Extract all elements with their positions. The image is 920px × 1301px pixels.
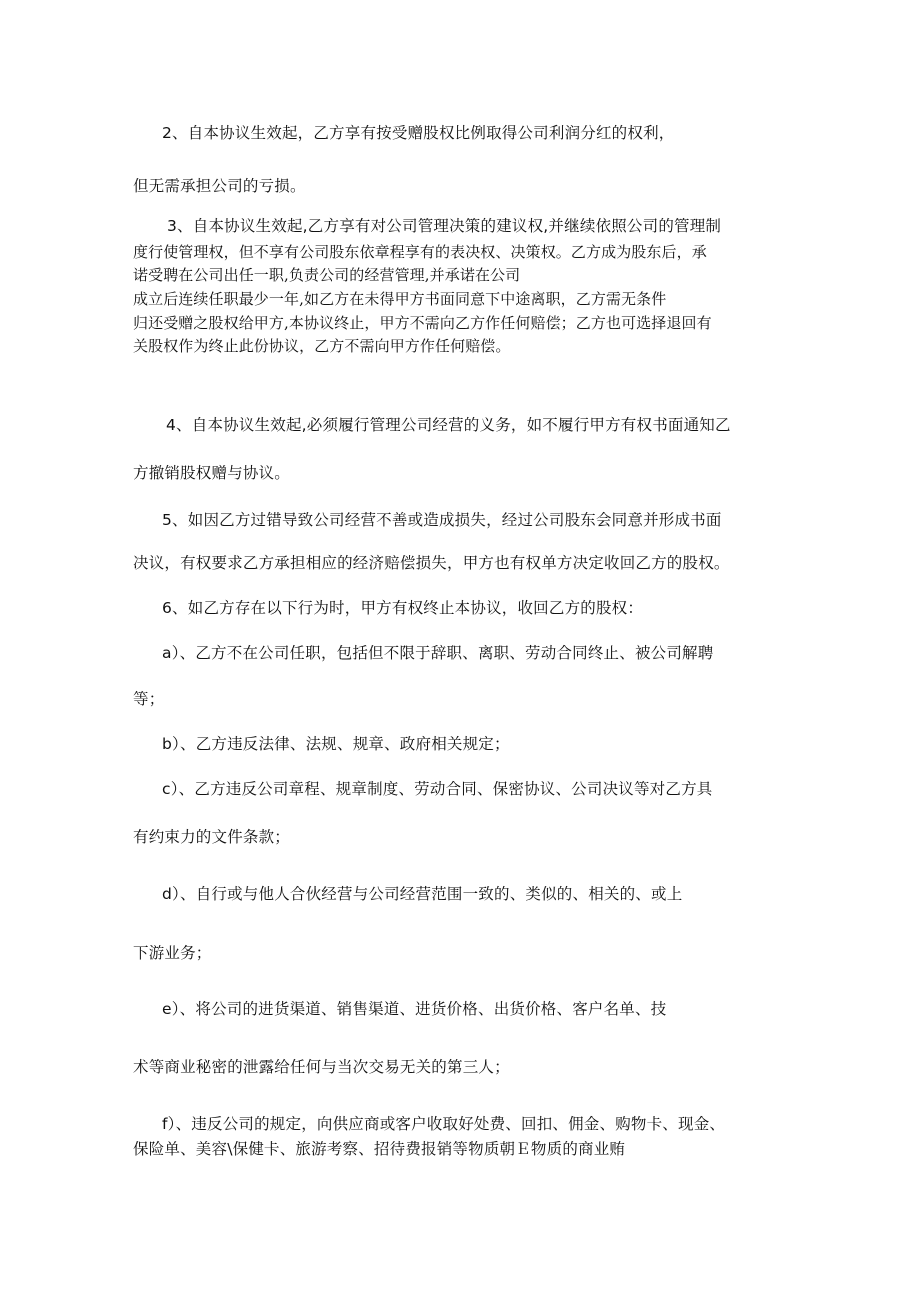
item-a-line-2: 等； bbox=[133, 690, 165, 708]
clause-4-line-2: 方撤销股权赠与协议。 bbox=[133, 464, 291, 482]
item-c-line-2: 有约束力的文件条款； bbox=[133, 828, 291, 846]
item-f-line-2: 保险单、美容\保健卡、旅游考察、招待费报销等物质朝Ｅ物质的商业贿 bbox=[133, 1140, 626, 1158]
clause-5-line-2: 决议，有权要求乙方承担相应的经济赔偿损失，甲方也有权单方决定收回乙方的股权。 bbox=[133, 554, 730, 572]
clause-4-line-1: 4、自本协议生效起,必须履行管理公司经营的义务，如不履行甲方有权书面通知乙 bbox=[166, 416, 731, 434]
clause-2-line-1: 2、自本协议生效起，乙方享有按受赠股权比例取得公司利润分红的权利， bbox=[162, 124, 675, 142]
clause-3-line-4: 成立后连续任职最少一年,如乙方在未得甲方书面同意下中途离职，乙方需无条件 bbox=[133, 290, 667, 308]
clause-3-line-1: 3、自本协议生效起,乙方享有对公司管理决策的建议权,并继续依照公司的管理制 bbox=[167, 217, 722, 235]
item-b: b）、乙方违反法律、法规、规章、政府相关规定； bbox=[162, 735, 510, 753]
clause-3-line-2: 度行使管理权，但不享有公司股东依章程享有的表决权、决策权。乙方成为股东后，承 bbox=[133, 243, 707, 261]
item-d-line-1: d）、自行或与他人合伙经营与公司经营范围一致的、类似的、相关的、或上 bbox=[162, 885, 683, 903]
item-d-line-2: 下游业务； bbox=[133, 944, 212, 962]
clause-3-line-6: 关股权作为终止此份协议，乙方不需向甲方作任何赔偿。 bbox=[133, 337, 511, 355]
item-e-line-1: e）、将公司的进货渠道、销售渠道、进货价格、出货价格、客户名单、技 bbox=[162, 1000, 667, 1018]
item-e-line-2: 术等商业秘密的泄露给任何与当次交易无关的第三人； bbox=[133, 1058, 510, 1076]
clause-3-line-5: 归还受赠之股权给甲方,本协议终止，甲方不需向乙方作任何赔偿；乙方也可选择退回有 bbox=[133, 314, 712, 332]
clause-6-intro: 6、如乙方存在以下行为时，甲方有权终止本协议，收回乙方的股权： bbox=[162, 599, 644, 617]
item-f-line-1: f）、违反公司的规定，向供应商或客户收取好处费、回扣、佣金、购物卡、现金、 bbox=[162, 1115, 726, 1133]
clause-5-line-1: 5、如因乙方过错导致公司经营不善或造成损失，经过公司股东会同意并形成书面 bbox=[162, 511, 722, 529]
clause-3-line-3: 诺受聘在公司出任一职,负责公司的经营管理,并承诺在公司 bbox=[133, 266, 521, 284]
item-c-line-1: c）、乙方违反公司章程、规章制度、劳动合同、保密协议、公司决议等对乙方具 bbox=[162, 780, 713, 798]
clause-2-line-2: 但无需承担公司的亏损。 bbox=[133, 177, 306, 195]
item-a-line-1: a）、乙方不在公司任职，包括但不限于辞职、离职、劳动合同终止、被公司解聘 bbox=[162, 644, 714, 662]
